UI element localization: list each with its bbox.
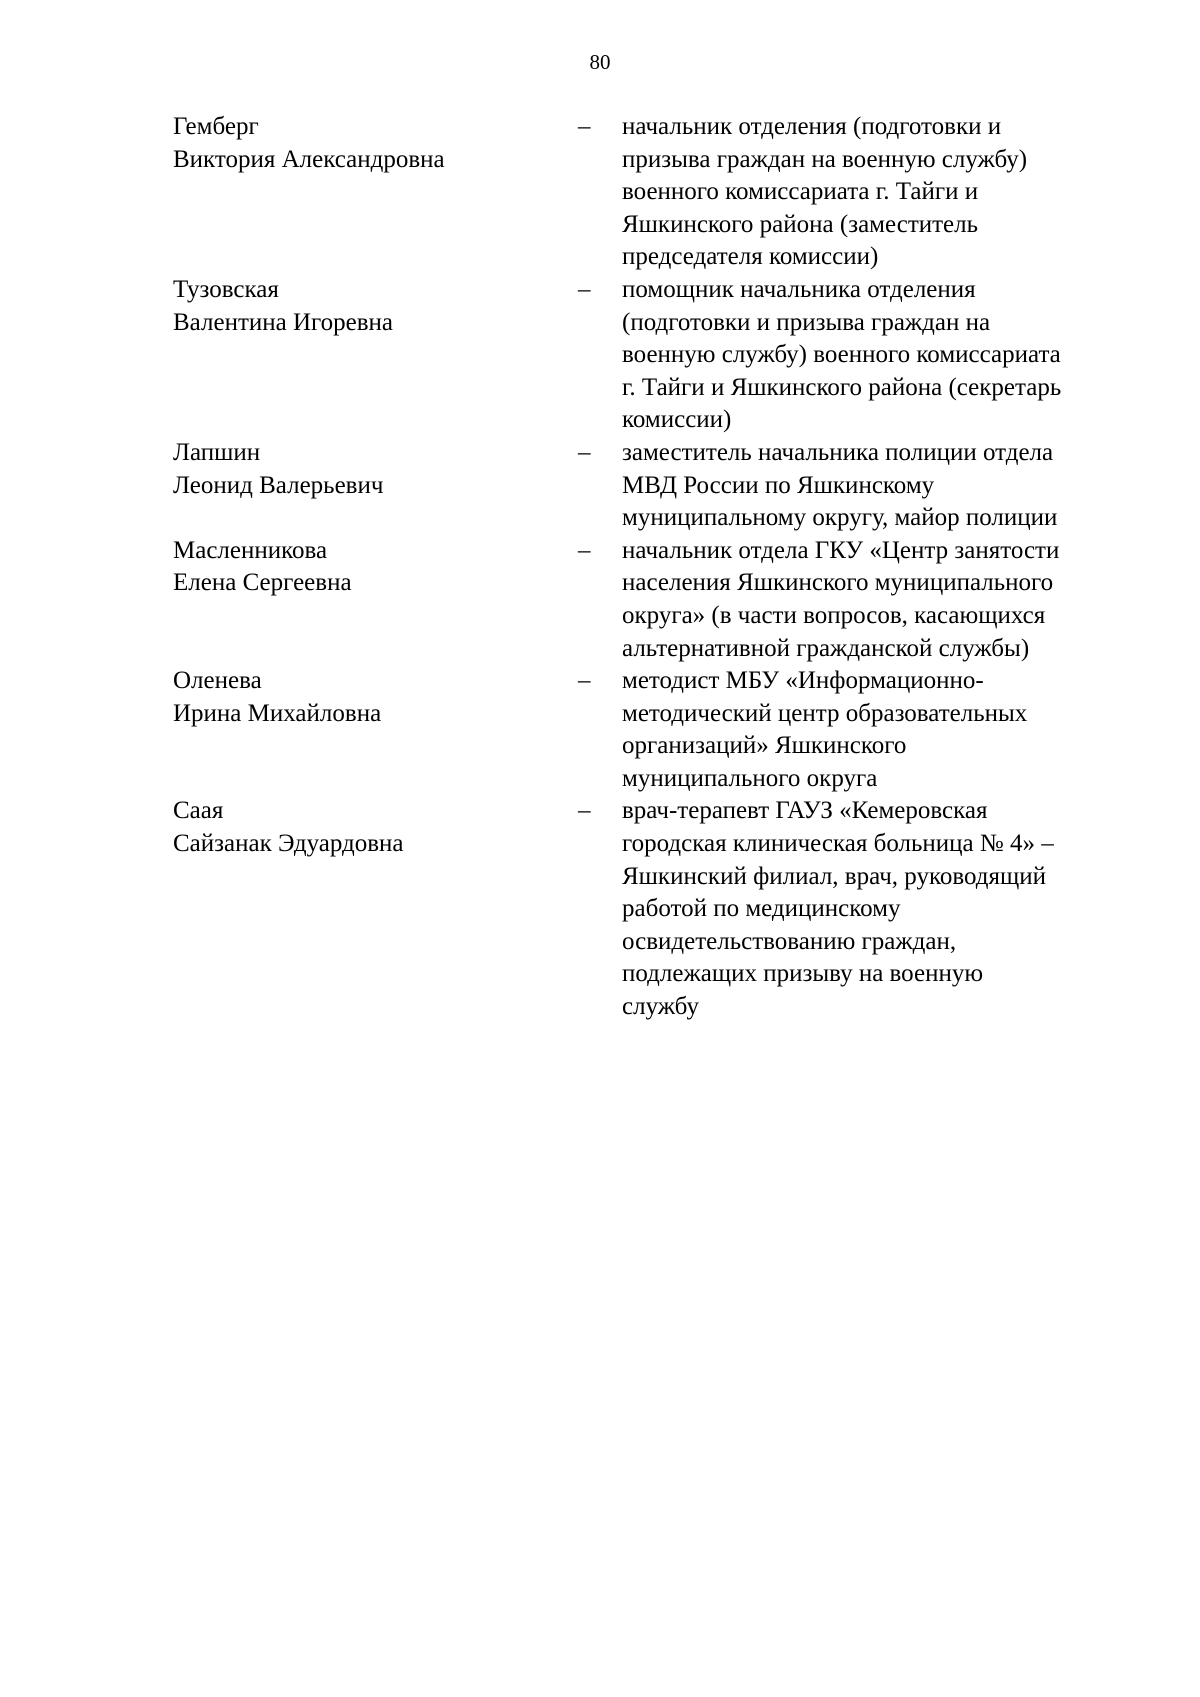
member-role	[622, 111, 1127, 274]
role-line: призыва граждан на военную службу)	[622, 145, 1028, 173]
role-line: комиссии)	[622, 406, 732, 434]
role-line: председателя комиссии)	[622, 243, 879, 271]
dash-separator: –	[578, 275, 591, 303]
role-line: населения Яшкинского муниципального	[622, 569, 1054, 597]
dash-separator: –	[578, 797, 591, 825]
role-line: методический центр образовательных	[622, 699, 1028, 727]
role-line: муниципальному округу, майор полиции	[622, 504, 1058, 532]
role-line: городская клиническая больница № 4» –	[622, 830, 1054, 858]
role-line: начальник отдела ГКУ «Центр занятости	[622, 536, 1060, 564]
role-line: методист МБУ «Информационно-	[622, 667, 984, 695]
member-name	[173, 274, 578, 339]
member-entry	[173, 795, 1133, 1023]
member-role	[622, 665, 1127, 795]
role-line: муниципального округа	[622, 764, 878, 792]
member-entry	[173, 535, 1133, 665]
dash-separator: –	[578, 113, 591, 140]
role-line: Яшкинский филиал, врач, руководящий	[622, 862, 1046, 890]
member-entry	[173, 665, 1133, 795]
member-entry	[173, 437, 1133, 535]
member-surname: Масленникова	[173, 536, 328, 564]
member-name	[173, 535, 578, 600]
role-line: Яшкинского района (заместитель	[622, 210, 979, 238]
member-surname: Саая	[173, 797, 224, 825]
role-line: подлежащих призыву на военную	[622, 960, 984, 988]
role-line: врач-терапевт ГАУЗ «Кемеровская	[622, 797, 988, 825]
member-entry	[173, 111, 1133, 274]
member-surname: Оленева	[173, 667, 262, 695]
member-given-names: Валентина Игоревна	[173, 308, 394, 336]
member-given-names: Виктория Александровна	[173, 145, 445, 173]
dash-separator: –	[578, 667, 591, 695]
role-line: (подготовки и призыва граждан на	[622, 308, 991, 336]
role-line: начальник отделения (подготовки и	[622, 113, 1002, 140]
role-line: заместитель начальника полиции отдела	[622, 438, 1054, 466]
role-line: округа» (в части вопросов, касающихся	[622, 601, 1046, 629]
role-line: военную службу) военного комиссариата	[622, 341, 1061, 369]
member-surname: Гемберг	[173, 113, 259, 140]
role-line: военного комиссариата г. Тайги и	[622, 178, 979, 206]
member-name	[173, 111, 578, 176]
member-given-names: Леонид Валерьевич	[173, 471, 384, 499]
member-name	[173, 665, 578, 730]
role-line: работой по медицинскому	[622, 895, 901, 923]
member-name	[173, 437, 578, 502]
member-surname: Лапшин	[173, 438, 261, 466]
role-line: освидетельствованию граждан,	[622, 927, 957, 955]
member-role	[622, 795, 1127, 1023]
member-name	[173, 795, 578, 860]
commission-members-list	[173, 111, 1133, 1024]
member-given-names: Елена Сергеевна	[173, 569, 352, 597]
member-given-names: Ирина Михайловна	[173, 699, 382, 727]
role-line: альтернативной гражданской службы)	[622, 634, 1030, 662]
member-role	[622, 535, 1127, 665]
member-role	[622, 274, 1127, 437]
role-line: г. Тайги и Яшкинского района (секретарь	[622, 373, 1062, 401]
member-surname: Тузовская	[173, 275, 279, 303]
dash-separator: –	[578, 438, 591, 466]
member-given-names: Сайзанак Эдуардовна	[173, 830, 404, 858]
member-entry	[173, 274, 1133, 437]
role-line: помощник начальника отделения	[622, 275, 976, 303]
role-line: службу	[622, 993, 699, 1021]
dash-separator: –	[578, 536, 591, 564]
page-number: 80	[589, 50, 611, 74]
member-role	[622, 437, 1127, 535]
role-line: МВД России по Яшкинскому	[622, 471, 935, 499]
role-line: организаций» Яшкинского	[622, 732, 907, 760]
